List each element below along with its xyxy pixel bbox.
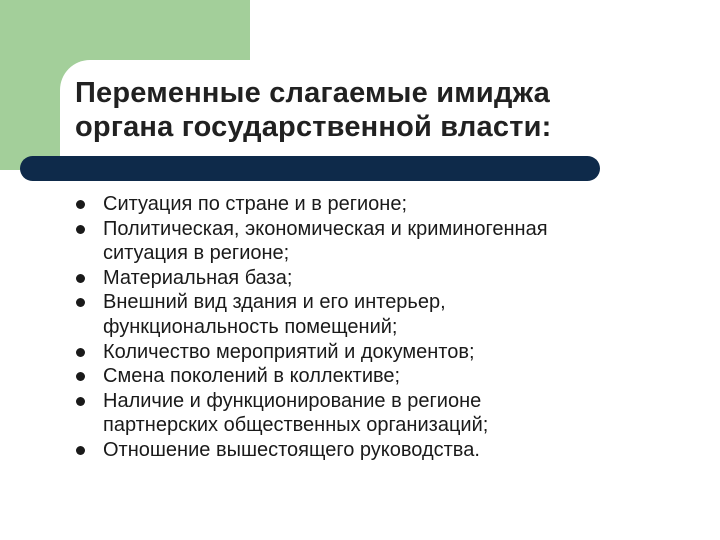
bullet-text: Наличие и функционирование в регионе <box>103 389 482 412</box>
bullet-dot-icon <box>76 274 85 283</box>
bullet-dot-icon <box>76 298 85 307</box>
bullet-text: Смена поколений в коллективе; <box>103 365 401 388</box>
bullet-dot-icon <box>76 446 85 455</box>
bullet-text: Политическая, экономическая и криминогенная <box>103 217 548 240</box>
bullet-text: Внешний вид здания и его интерьер, <box>103 291 446 314</box>
slide-title <box>75 76 695 144</box>
bullet-item <box>76 290 696 339</box>
bullet-dot-icon <box>76 348 85 357</box>
bullet-item <box>76 389 696 438</box>
bullet-text: Отношение вышестоящего руководства. <box>103 438 480 461</box>
title-divider-bar <box>20 156 600 181</box>
bullet-text-continuation: ситуация в регионе; <box>103 242 290 265</box>
bullet-item <box>76 340 696 365</box>
slide-title-line-1: Переменные слагаемые имиджа <box>75 77 550 109</box>
bullet-dot-icon <box>76 397 85 406</box>
bullet-dot-icon <box>76 372 85 381</box>
bullet-text-continuation: партнерских общественных организаций; <box>103 414 489 437</box>
bullet-text: Материальная база; <box>103 266 293 289</box>
bullet-dot-icon <box>76 200 85 209</box>
bullet-list <box>76 192 696 463</box>
bullet-dot-icon <box>76 225 85 234</box>
bullet-item <box>76 438 696 463</box>
bullet-item <box>76 266 696 291</box>
bullet-text: Ситуация по стране и в регионе; <box>103 193 408 215</box>
bullet-text-continuation: функциональность помещений; <box>103 315 398 338</box>
bullet-item <box>76 364 696 389</box>
bullet-text: Количество мероприятий и документов; <box>103 340 475 363</box>
bullet-item <box>76 192 696 217</box>
bullet-item <box>76 217 696 266</box>
slide-title-line-2: органа государственной власти: <box>75 111 552 143</box>
